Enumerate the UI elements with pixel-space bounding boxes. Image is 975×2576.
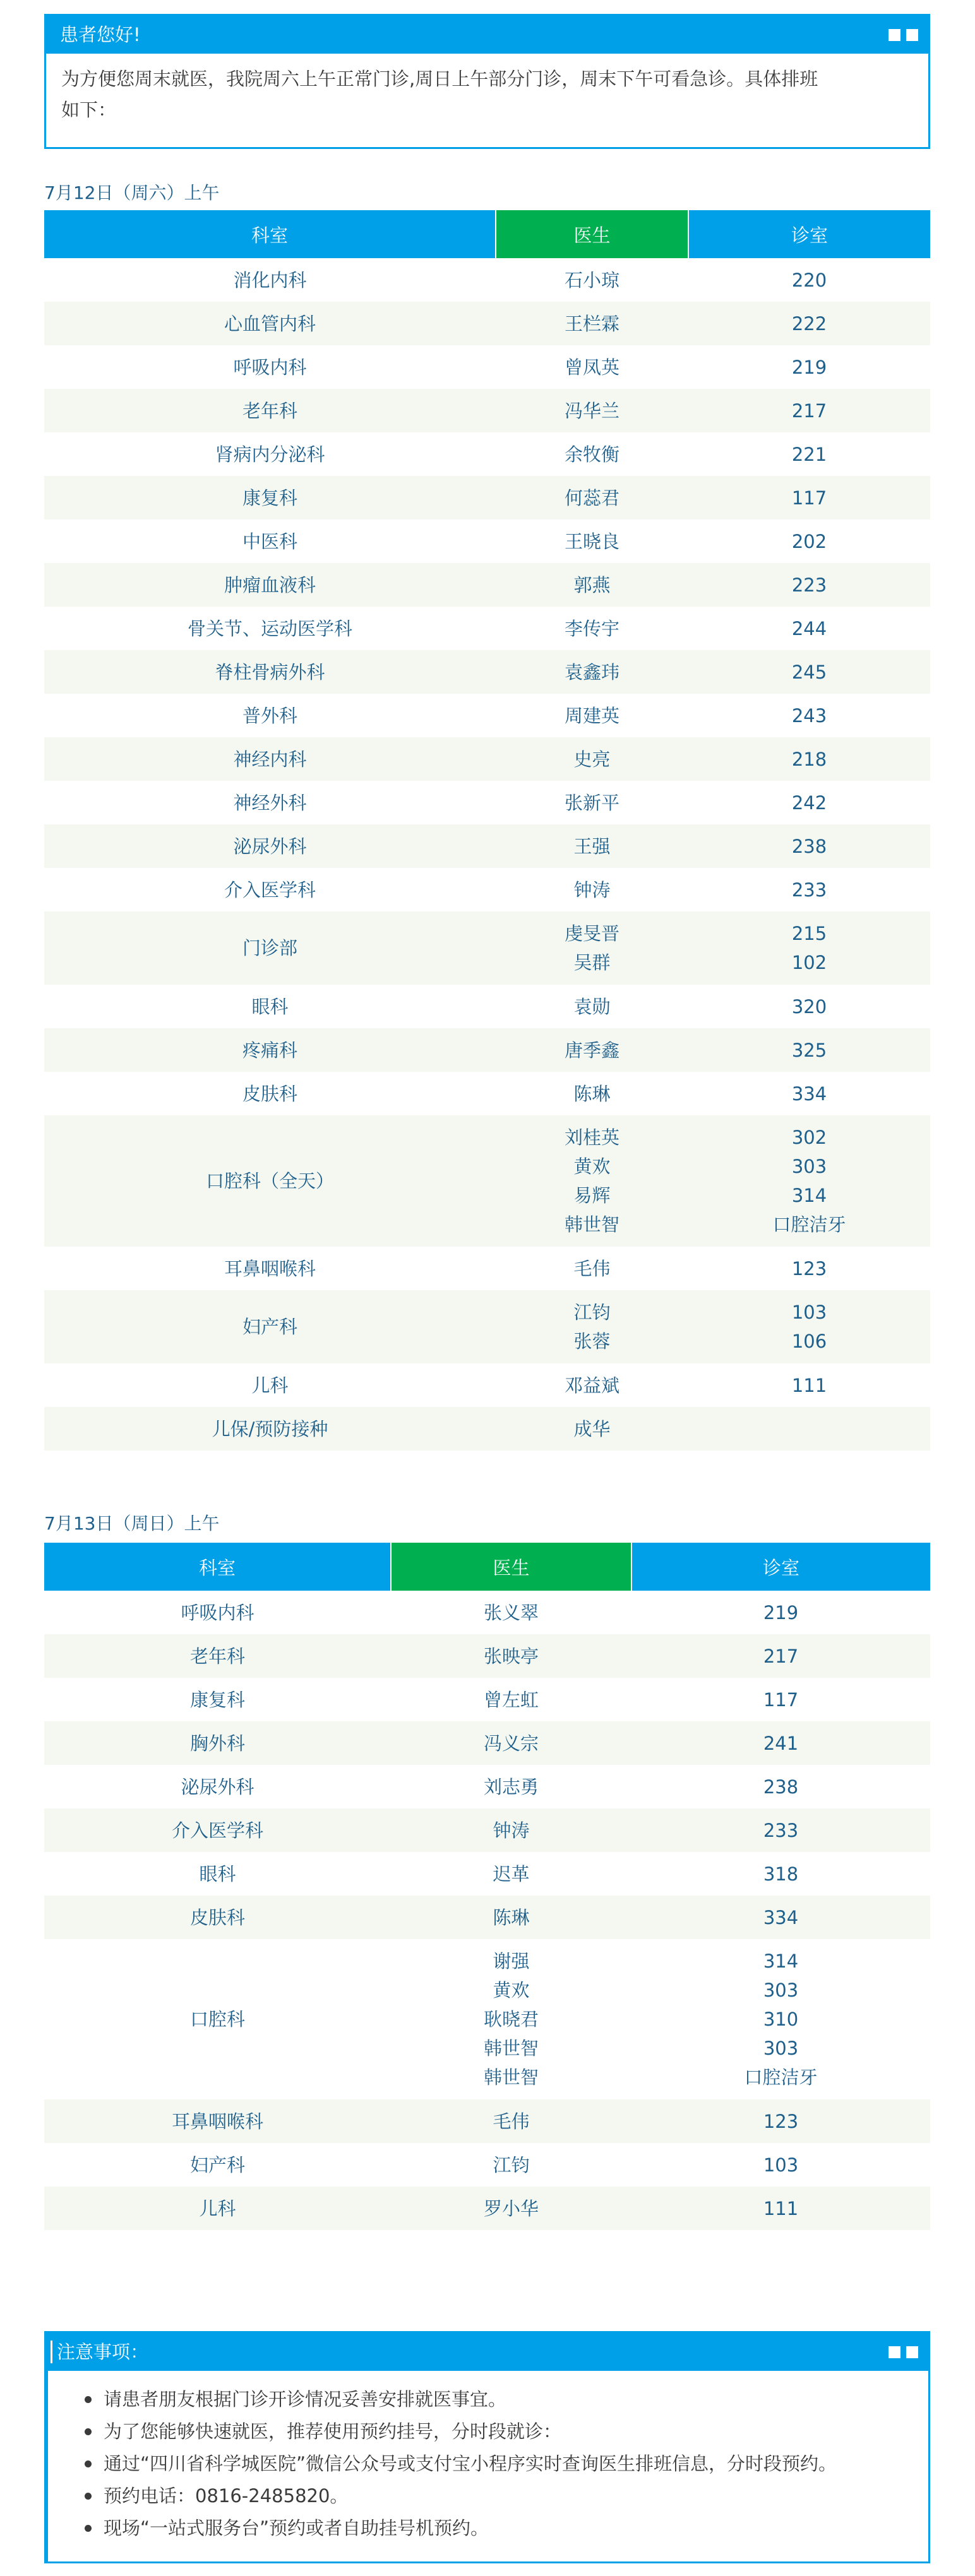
room-number: 241 [763, 1732, 799, 1754]
doctor-name: 张义翠 [483, 1601, 539, 1623]
table-row [44, 1591, 930, 1634]
doctor-cell [496, 985, 688, 1028]
doctor-name: 钟涛 [573, 879, 611, 901]
greeting-text-line: 如下： [61, 99, 117, 121]
notice-list [48, 2371, 928, 2544]
room-cell [631, 1765, 930, 1808]
room-cell [688, 781, 930, 824]
dept-cell: 皮肤科 [44, 1896, 391, 1939]
square-icon [888, 2346, 900, 2358]
doctor-name: 石小琼 [564, 269, 619, 291]
table-row [44, 1072, 930, 1115]
room-cell [631, 2187, 930, 2230]
doctor-cell [496, 1115, 688, 1247]
room-number: 117 [791, 487, 827, 509]
doctor-cell [496, 607, 688, 650]
doctor-name: 虔旻晋 [564, 923, 619, 944]
room-number: 314 [763, 1950, 799, 1972]
room-cell [688, 563, 930, 607]
sunday-title: 7月13日（周日）上午 [44, 1513, 220, 1534]
doctor-name: 王强 [573, 835, 611, 857]
greeting-header [46, 16, 928, 54]
table-row [44, 868, 930, 911]
dept-cell: 儿科 [44, 2187, 391, 2230]
dept-cell: 介入医学科 [224, 879, 316, 901]
dept-cell: 骨关节、运动医学科 [187, 617, 352, 639]
dept-cell: 妇产科 [44, 1290, 496, 1363]
greeting-text-line: 为方便您周末就医，我院周六上午正常门诊,周日上午部分门诊，周末下午可看急诊。具体排班 [61, 68, 818, 90]
room-number: 238 [791, 835, 827, 857]
square-icon [906, 2346, 918, 2358]
table-row [44, 345, 930, 389]
doctor-cell [496, 1290, 688, 1363]
doctor-name: 吴群 [573, 952, 611, 973]
sunday-schedule-table [44, 1543, 930, 2230]
doctor-cell [496, 1247, 688, 1290]
doctor-name: 黄欢 [493, 1979, 530, 2001]
dept-cell: 消化内科 [233, 269, 307, 291]
dept-cell: 神经外科 [233, 792, 307, 814]
room-number: 314 [791, 1185, 827, 1206]
room-number: 106 [791, 1331, 827, 1352]
doctor-name: 刘桂英 [564, 1127, 619, 1148]
room-column-header: 诊室 [688, 210, 930, 258]
notice-title: 注意事项： [57, 2341, 149, 2363]
table-row [44, 2099, 930, 2143]
doctor-cell [391, 1765, 631, 1808]
dept-column-header: 科室 [44, 1543, 391, 1591]
room-number: 217 [763, 1645, 799, 1667]
table-row [44, 824, 930, 868]
room-cell [631, 1591, 930, 1634]
room-cell [688, 302, 930, 345]
table-header-row [44, 1543, 930, 1591]
table-row [44, 607, 930, 650]
room-number: 215 [791, 923, 827, 944]
doctor-name: 江钧 [493, 2154, 530, 2176]
doctor-cell [391, 1808, 631, 1852]
table-row [44, 737, 930, 781]
room-cell [688, 1028, 930, 1072]
square-icon [888, 29, 900, 41]
room-number: 244 [791, 617, 827, 639]
room-number: 243 [791, 704, 827, 727]
room-number: 242 [791, 792, 827, 814]
notice-item: 为了您能够快速就医，推荐使用预约挂号，分时段就诊： [104, 2416, 928, 2448]
doctor-cell [496, 868, 688, 911]
dept-cell: 普外科 [242, 704, 297, 727]
doctor-name: 王栏霖 [564, 312, 619, 335]
room-number: 302 [791, 1127, 827, 1148]
doctor-name: 邓益斌 [564, 1374, 619, 1396]
room-cell [688, 737, 930, 781]
room-cell [688, 1115, 930, 1247]
dept-cell: 肿瘤血液科 [44, 563, 496, 607]
dept-cell: 口腔科 [189, 2009, 245, 2030]
doctor-name: 何蕊君 [564, 487, 619, 509]
table-row [44, 258, 930, 302]
room-number: 219 [791, 356, 827, 378]
dept-cell: 皮肤科 [242, 1083, 297, 1105]
doctor-cell [496, 1072, 688, 1115]
table-row [44, 985, 930, 1028]
room-number: 334 [791, 1083, 827, 1105]
room-cell [688, 432, 930, 476]
notice-item: 预约电话：0816-2485820。 [104, 2480, 928, 2512]
room-cell [631, 1721, 930, 1765]
doctor-name: 毛伟 [493, 2110, 530, 2132]
room-cell [688, 476, 930, 519]
room-number: 217 [791, 400, 827, 422]
doctor-name: 刘志勇 [483, 1776, 539, 1798]
greeting-body [46, 54, 928, 126]
table-row [44, 389, 930, 432]
dept-cell: 泌尿外科 [181, 1776, 254, 1798]
dept-cell: 呼吸内科 [233, 356, 307, 378]
doctor-name: 江钧 [573, 1302, 611, 1323]
doctor-cell [496, 476, 688, 519]
room-number: 口腔洁牙 [744, 2067, 818, 2088]
doctor-name: 袁勋 [573, 995, 611, 1018]
doctor-cell [496, 258, 688, 302]
room-cell [631, 2143, 930, 2187]
room-number: 310 [763, 2009, 799, 2030]
doctor-cell [496, 781, 688, 824]
doctor-name: 迟革 [493, 1863, 530, 1885]
room-cell [688, 868, 930, 911]
dept-cell: 门诊部 [44, 911, 496, 985]
doctor-name: 陈琳 [493, 1906, 530, 1928]
table-row [44, 1247, 930, 1290]
table-row [44, 519, 930, 563]
room-column-header: 诊室 [631, 1543, 930, 1591]
doctor-cell [496, 1028, 688, 1072]
room-cell [688, 650, 930, 694]
table-row [44, 1896, 930, 1939]
doctor-cell [496, 824, 688, 868]
room-cell [688, 607, 930, 650]
doctor-cell [391, 1634, 631, 1678]
doctor-cell [496, 737, 688, 781]
notice-item: 现场“一站式服务台”预约或者自助挂号机预约。 [104, 2512, 928, 2544]
notice-item: 通过“四川省科学城医院”微信公众号或支付宝小程序实时查询医生排班信息，分时段预约。 [104, 2448, 928, 2480]
table-row [44, 1721, 930, 1765]
room-number: 口腔洁牙 [772, 1214, 846, 1235]
room-number: 320 [791, 995, 827, 1018]
doctor-name: 唐季鑫 [564, 1039, 619, 1061]
doctor-name: 周建英 [564, 704, 619, 727]
doctor-name: 曾凤英 [564, 356, 619, 378]
dept-cell: 儿科 [251, 1374, 289, 1396]
doctor-name: 韩世智 [483, 2038, 539, 2059]
table-row [44, 1765, 930, 1808]
doctor-name: 黄欢 [573, 1156, 611, 1177]
doctor-cell [391, 2099, 631, 2143]
room-number: 220 [791, 269, 827, 291]
doctor-cell [391, 1721, 631, 1765]
doctor-name: 张新平 [564, 792, 619, 814]
table-row [44, 2187, 930, 2230]
dept-cell: 介入医学科 [44, 1808, 391, 1852]
room-number: 233 [763, 1819, 799, 1841]
room-cell [631, 1808, 930, 1852]
room-cell [688, 1290, 930, 1363]
doctor-name: 钟涛 [493, 1819, 530, 1841]
dept-cell: 眼科 [199, 1863, 236, 1885]
room-number: 123 [791, 1257, 827, 1279]
room-cell [688, 1363, 930, 1407]
doctor-cell [496, 1363, 688, 1407]
room-cell [631, 1896, 930, 1939]
room-number: 334 [763, 1906, 799, 1928]
room-cell [688, 389, 930, 432]
doctor-name: 冯义宗 [483, 1732, 539, 1754]
room-number: 102 [791, 952, 827, 973]
dept-cell: 耳鼻咽喉科 [224, 1257, 316, 1279]
doctor-name: 耿晓君 [483, 2009, 539, 2030]
room-number: 233 [791, 879, 827, 901]
doctor-cell [496, 1407, 688, 1451]
doctor-name: 冯华兰 [564, 400, 619, 422]
dept-cell: 呼吸内科 [181, 1601, 254, 1623]
room-number: 103 [791, 1302, 827, 1323]
table-row [44, 911, 930, 985]
table-row [44, 1028, 930, 1072]
notice-box [44, 2331, 930, 2563]
table-row [44, 694, 930, 737]
dept-cell: 肾病内分泌科 [215, 443, 325, 465]
room-number: 218 [791, 748, 827, 770]
room-cell [688, 985, 930, 1028]
table-row [44, 1852, 930, 1896]
doctor-name: 曾左虹 [483, 1689, 539, 1711]
room-number: 222 [791, 312, 827, 335]
dept-cell: 口腔科（全天） [44, 1115, 496, 1247]
dept-cell: 中医科 [242, 530, 297, 552]
doctor-cell [496, 911, 688, 985]
doctor-cell [391, 1678, 631, 1721]
room-number: 111 [763, 2197, 799, 2219]
dept-cell: 老年科 [44, 1634, 391, 1678]
doctor-name: 郭燕 [573, 574, 611, 596]
dept-cell: 儿保/预防接种 [44, 1407, 496, 1451]
doctor-cell [391, 1939, 631, 2099]
dept-cell: 老年科 [44, 389, 496, 432]
doctor-cell [496, 563, 688, 607]
doctor-column-header: 医生 [496, 210, 688, 258]
table-row [44, 476, 930, 519]
room-cell [688, 519, 930, 563]
dept-cell: 眼科 [251, 995, 289, 1018]
table-row [44, 2143, 930, 2187]
table-row [44, 432, 930, 476]
doctor-cell [496, 389, 688, 432]
dept-cell: 疼痛科 [44, 1028, 496, 1072]
doctor-name: 成华 [573, 1418, 611, 1440]
doctor-name: 李传宇 [564, 617, 619, 639]
table-row [44, 1678, 930, 1721]
doctor-cell [391, 1896, 631, 1939]
doctor-name: 易辉 [573, 1185, 611, 1206]
table-row [44, 1407, 930, 1451]
table-row [44, 1363, 930, 1407]
doctor-cell [391, 2143, 631, 2187]
dept-cell: 妇产科 [189, 2154, 245, 2176]
room-cell [631, 2099, 930, 2143]
room-cell [688, 258, 930, 302]
dept-cell: 泌尿外科 [44, 824, 496, 868]
room-cell [631, 1852, 930, 1896]
dept-cell: 神经内科 [44, 737, 496, 781]
doctor-cell [391, 2187, 631, 2230]
room-number: 238 [763, 1776, 799, 1798]
greeting-box [44, 14, 930, 149]
room-number: 303 [763, 1979, 799, 2001]
doctor-name: 王晓良 [564, 530, 619, 552]
dept-cell: 脊柱骨病外科 [44, 650, 496, 694]
room-number: 111 [791, 1374, 827, 1396]
table-row [44, 650, 930, 694]
room-cell [688, 824, 930, 868]
doctor-cell [496, 519, 688, 563]
saturday-schedule-table [44, 210, 930, 1451]
doctor-cell [391, 1591, 631, 1634]
room-cell [688, 1407, 930, 1451]
room-number: 202 [791, 530, 827, 552]
room-number: 219 [763, 1601, 799, 1623]
table-row [44, 302, 930, 345]
doctor-cell [496, 694, 688, 737]
room-number: 221 [791, 443, 827, 465]
doctor-cell [496, 432, 688, 476]
room-number: 223 [791, 574, 827, 596]
table-row [44, 1634, 930, 1678]
dept-column-header: 科室 [44, 210, 496, 258]
doctor-name: 毛伟 [573, 1257, 611, 1279]
room-cell [688, 911, 930, 985]
room-number: 103 [763, 2154, 799, 2176]
room-number: 117 [763, 1689, 799, 1711]
doctor-column-header: 医生 [391, 1543, 631, 1591]
table-row [44, 1939, 930, 2099]
room-cell [688, 1072, 930, 1115]
saturday-title: 7月12日（周六）上午 [44, 182, 220, 203]
dept-cell: 康复科 [189, 1689, 245, 1711]
table-header-row [44, 210, 930, 258]
doctor-name: 余牧衡 [564, 443, 619, 465]
doctor-name: 谢强 [493, 1950, 530, 1972]
table-row [44, 563, 930, 607]
dept-cell: 康复科 [44, 476, 496, 519]
room-number: 123 [763, 2110, 799, 2132]
greeting-title: 患者您好! [60, 24, 141, 45]
room-cell [631, 1939, 930, 2099]
doctor-cell [496, 345, 688, 389]
dept-cell: 胸外科 [44, 1721, 391, 1765]
doctor-name: 张映亭 [483, 1645, 539, 1667]
doctor-name: 韩世智 [564, 1214, 619, 1235]
room-number: 303 [763, 2038, 799, 2059]
doctor-name: 罗小华 [483, 2197, 539, 2219]
doctor-cell [496, 650, 688, 694]
room-cell [688, 1247, 930, 1290]
dept-cell: 心血管内科 [44, 302, 496, 345]
room-cell [688, 345, 930, 389]
notice-item: 请患者朋友根据门诊开诊情况妥善安排就医事宜。 [104, 2383, 928, 2416]
table-row [44, 781, 930, 824]
doctor-name: 陈琳 [573, 1083, 611, 1105]
room-cell [631, 1678, 930, 1721]
doctor-cell [391, 1852, 631, 1896]
doctor-name: 张蓉 [573, 1331, 611, 1352]
doctor-name: 史亮 [573, 748, 611, 770]
doctor-name: 袁鑫玮 [564, 661, 619, 683]
square-icon [906, 29, 918, 41]
table-row [44, 1808, 930, 1852]
room-number: 303 [791, 1156, 827, 1177]
doctor-cell [496, 302, 688, 345]
room-number: 245 [791, 661, 827, 683]
doctor-name: 韩世智 [483, 2067, 539, 2088]
notice-header [48, 2333, 928, 2371]
table-row [44, 1115, 930, 1247]
dept-cell: 耳鼻咽喉科 [44, 2099, 391, 2143]
room-number: 325 [791, 1039, 827, 1061]
room-cell [688, 694, 930, 737]
room-number: 318 [763, 1863, 799, 1885]
table-row [44, 1290, 930, 1363]
room-cell [631, 1634, 930, 1678]
